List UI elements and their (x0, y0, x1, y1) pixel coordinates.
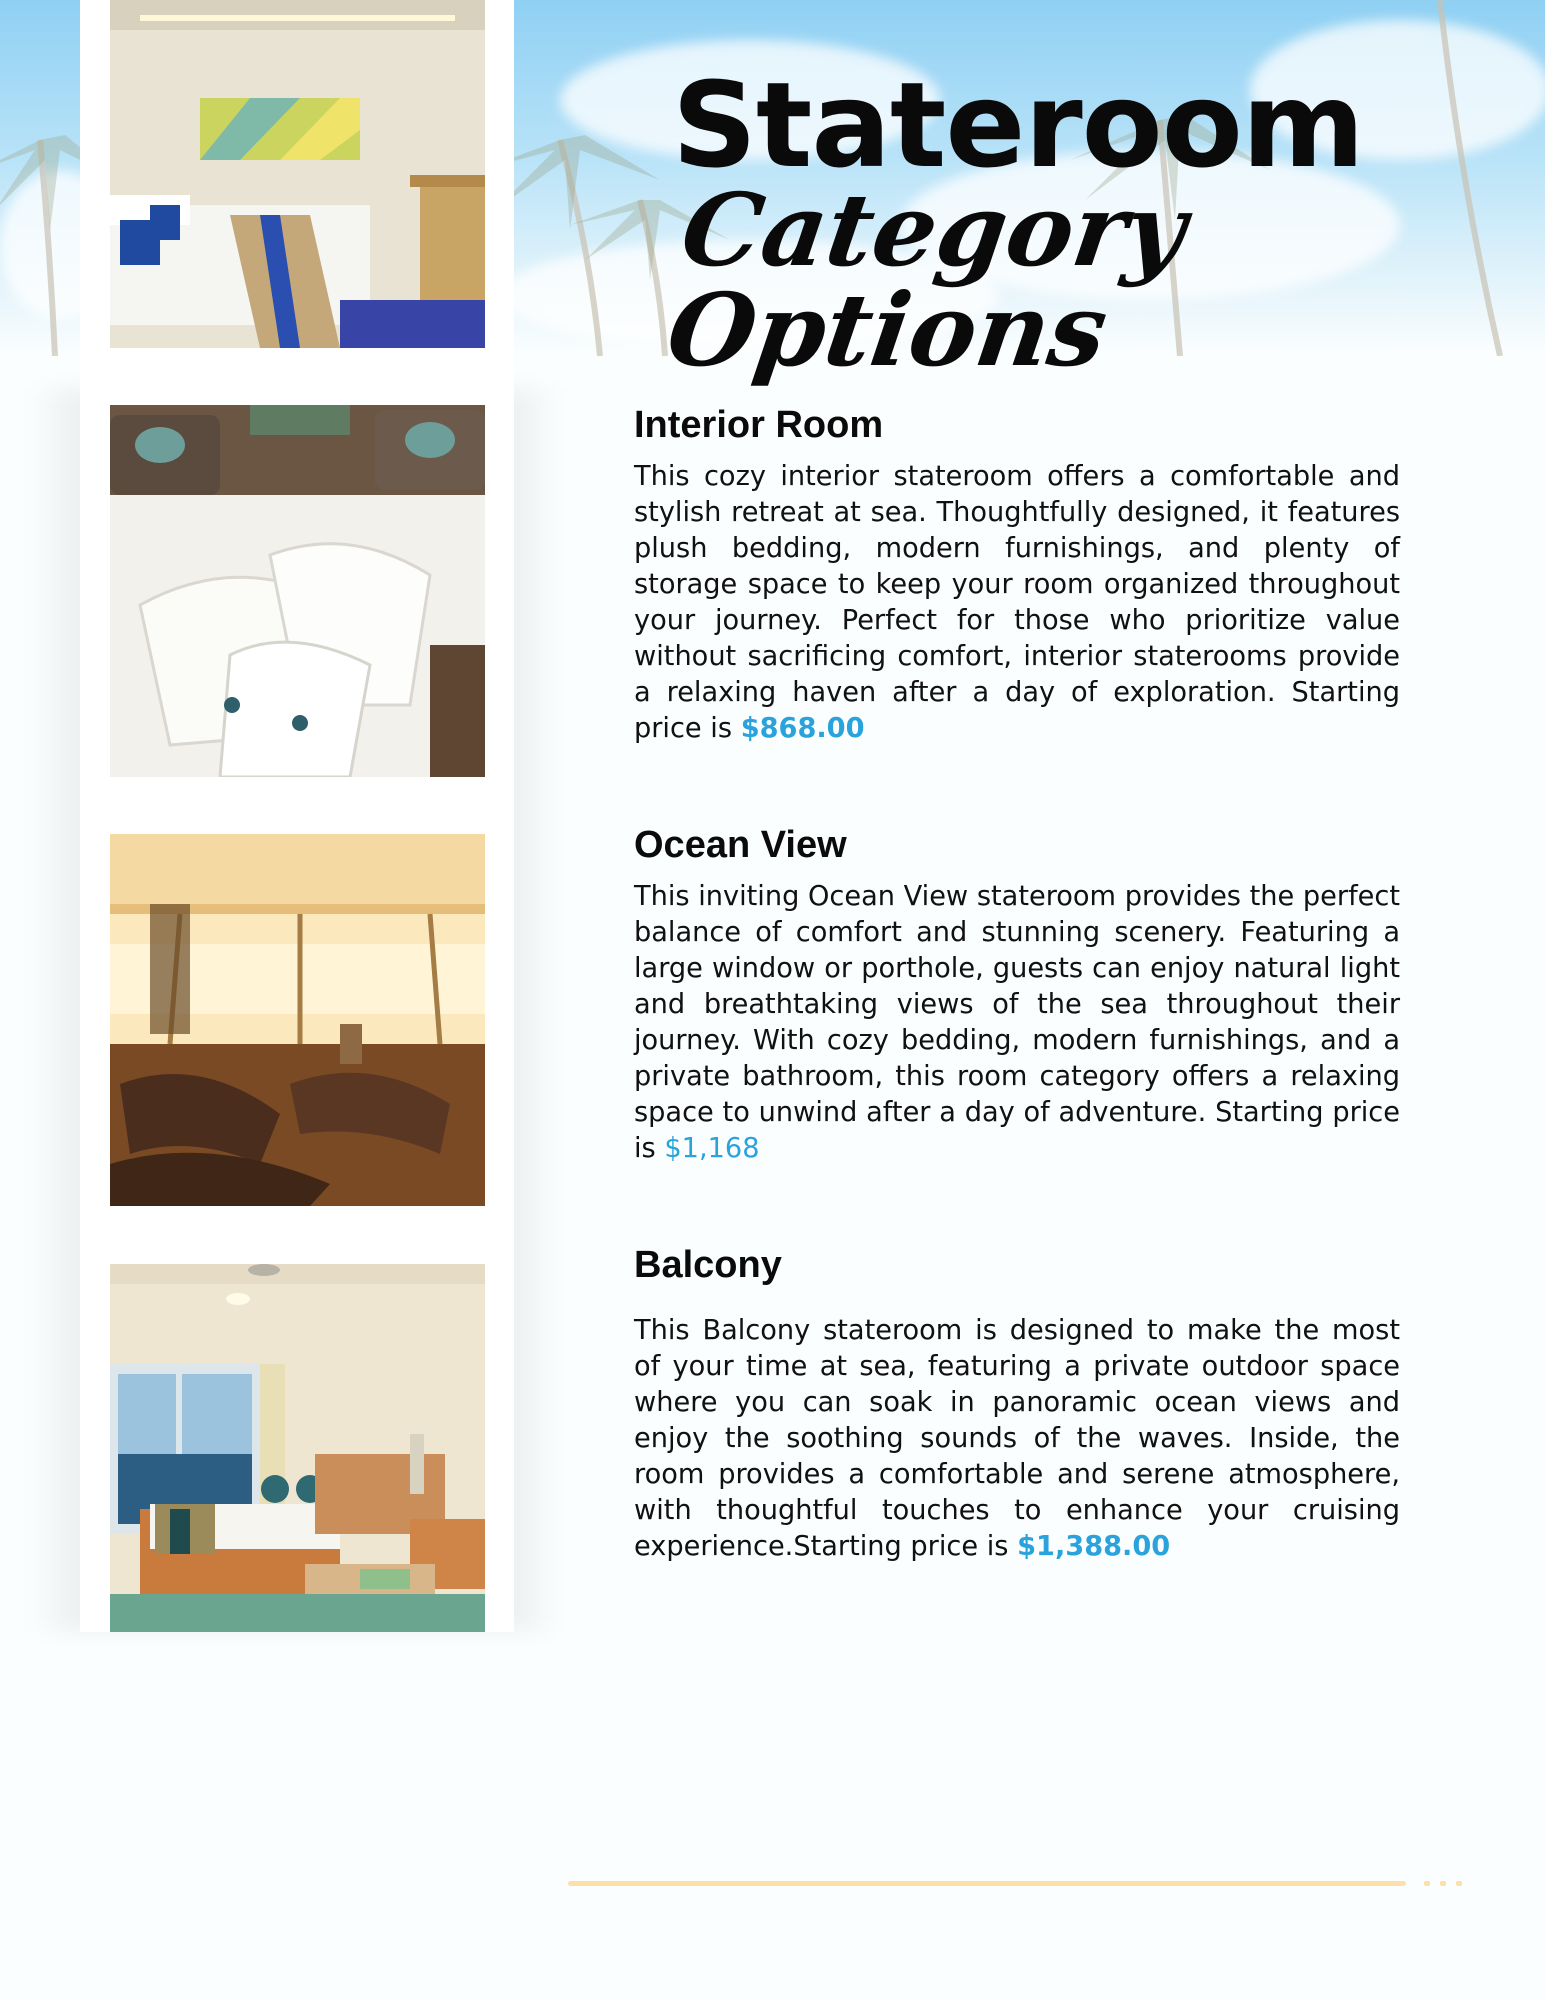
photo-ocean-view-lounge (110, 834, 485, 1206)
room-title: Interior Room (634, 404, 884, 446)
room-section-ocean-view (634, 825, 1400, 1167)
photo-interior-robes (110, 405, 485, 777)
room-title: Balcony (634, 1244, 782, 1286)
photo-balcony-cabin (110, 1264, 485, 1632)
price-label: $1,168 (664, 1132, 760, 1164)
room-section-interior (634, 405, 1400, 747)
room-title: Ocean View (634, 824, 847, 866)
photo-cabin-bed (110, 0, 485, 348)
price-label: $1,388.00 (1017, 1530, 1171, 1562)
footer-accent-line (568, 1881, 1406, 1886)
room-description (634, 1313, 1400, 1565)
room-description (634, 879, 1400, 1167)
room-description-text: This cozy interior stateroom offers a comfortable and stylish retreat at sea. Thoughtfully designed, it features plush bedding, modern furnishings, and plenty of storage space to keep your room organized throughout your journey. Perfect for those who prioritize value without sacrificing comfort, interior staterooms provide a relaxing haven after a day of exploration. Starting price is (634, 460, 1400, 744)
footer-dot (1424, 1881, 1430, 1886)
room-description-text: This Balcony stateroom is designed to make the most of your time at sea, featuring a private outdoor space where you can soak in panoramic ocean views and enjoy the soothing sounds of the waves. Inside, the room provides a comfortable and serene atmosphere, with thoughtful touches to enhance your cruising experience.Starting price is (634, 1314, 1400, 1562)
room-description-text: This inviting Ocean View stateroom provides the perfect balance of comfort and stunning scenery. Featuring a large window or porthole, guests can enjoy natural light and breathtaking views of the sea throughout their journey. With cozy bedding, modern furnishings, and a private bathroom, this room category offers a relaxing space to unwind after a day of adventure. Starting price is (634, 880, 1400, 1164)
page-subtitle: Category Options (660, 171, 1193, 389)
room-section-balcony (634, 1245, 1400, 1565)
footer-dot (1456, 1881, 1462, 1886)
page-title: Stateroom (672, 56, 1364, 194)
price-label: $868.00 (740, 712, 865, 744)
footer-dot (1440, 1881, 1446, 1886)
room-description (634, 459, 1400, 747)
